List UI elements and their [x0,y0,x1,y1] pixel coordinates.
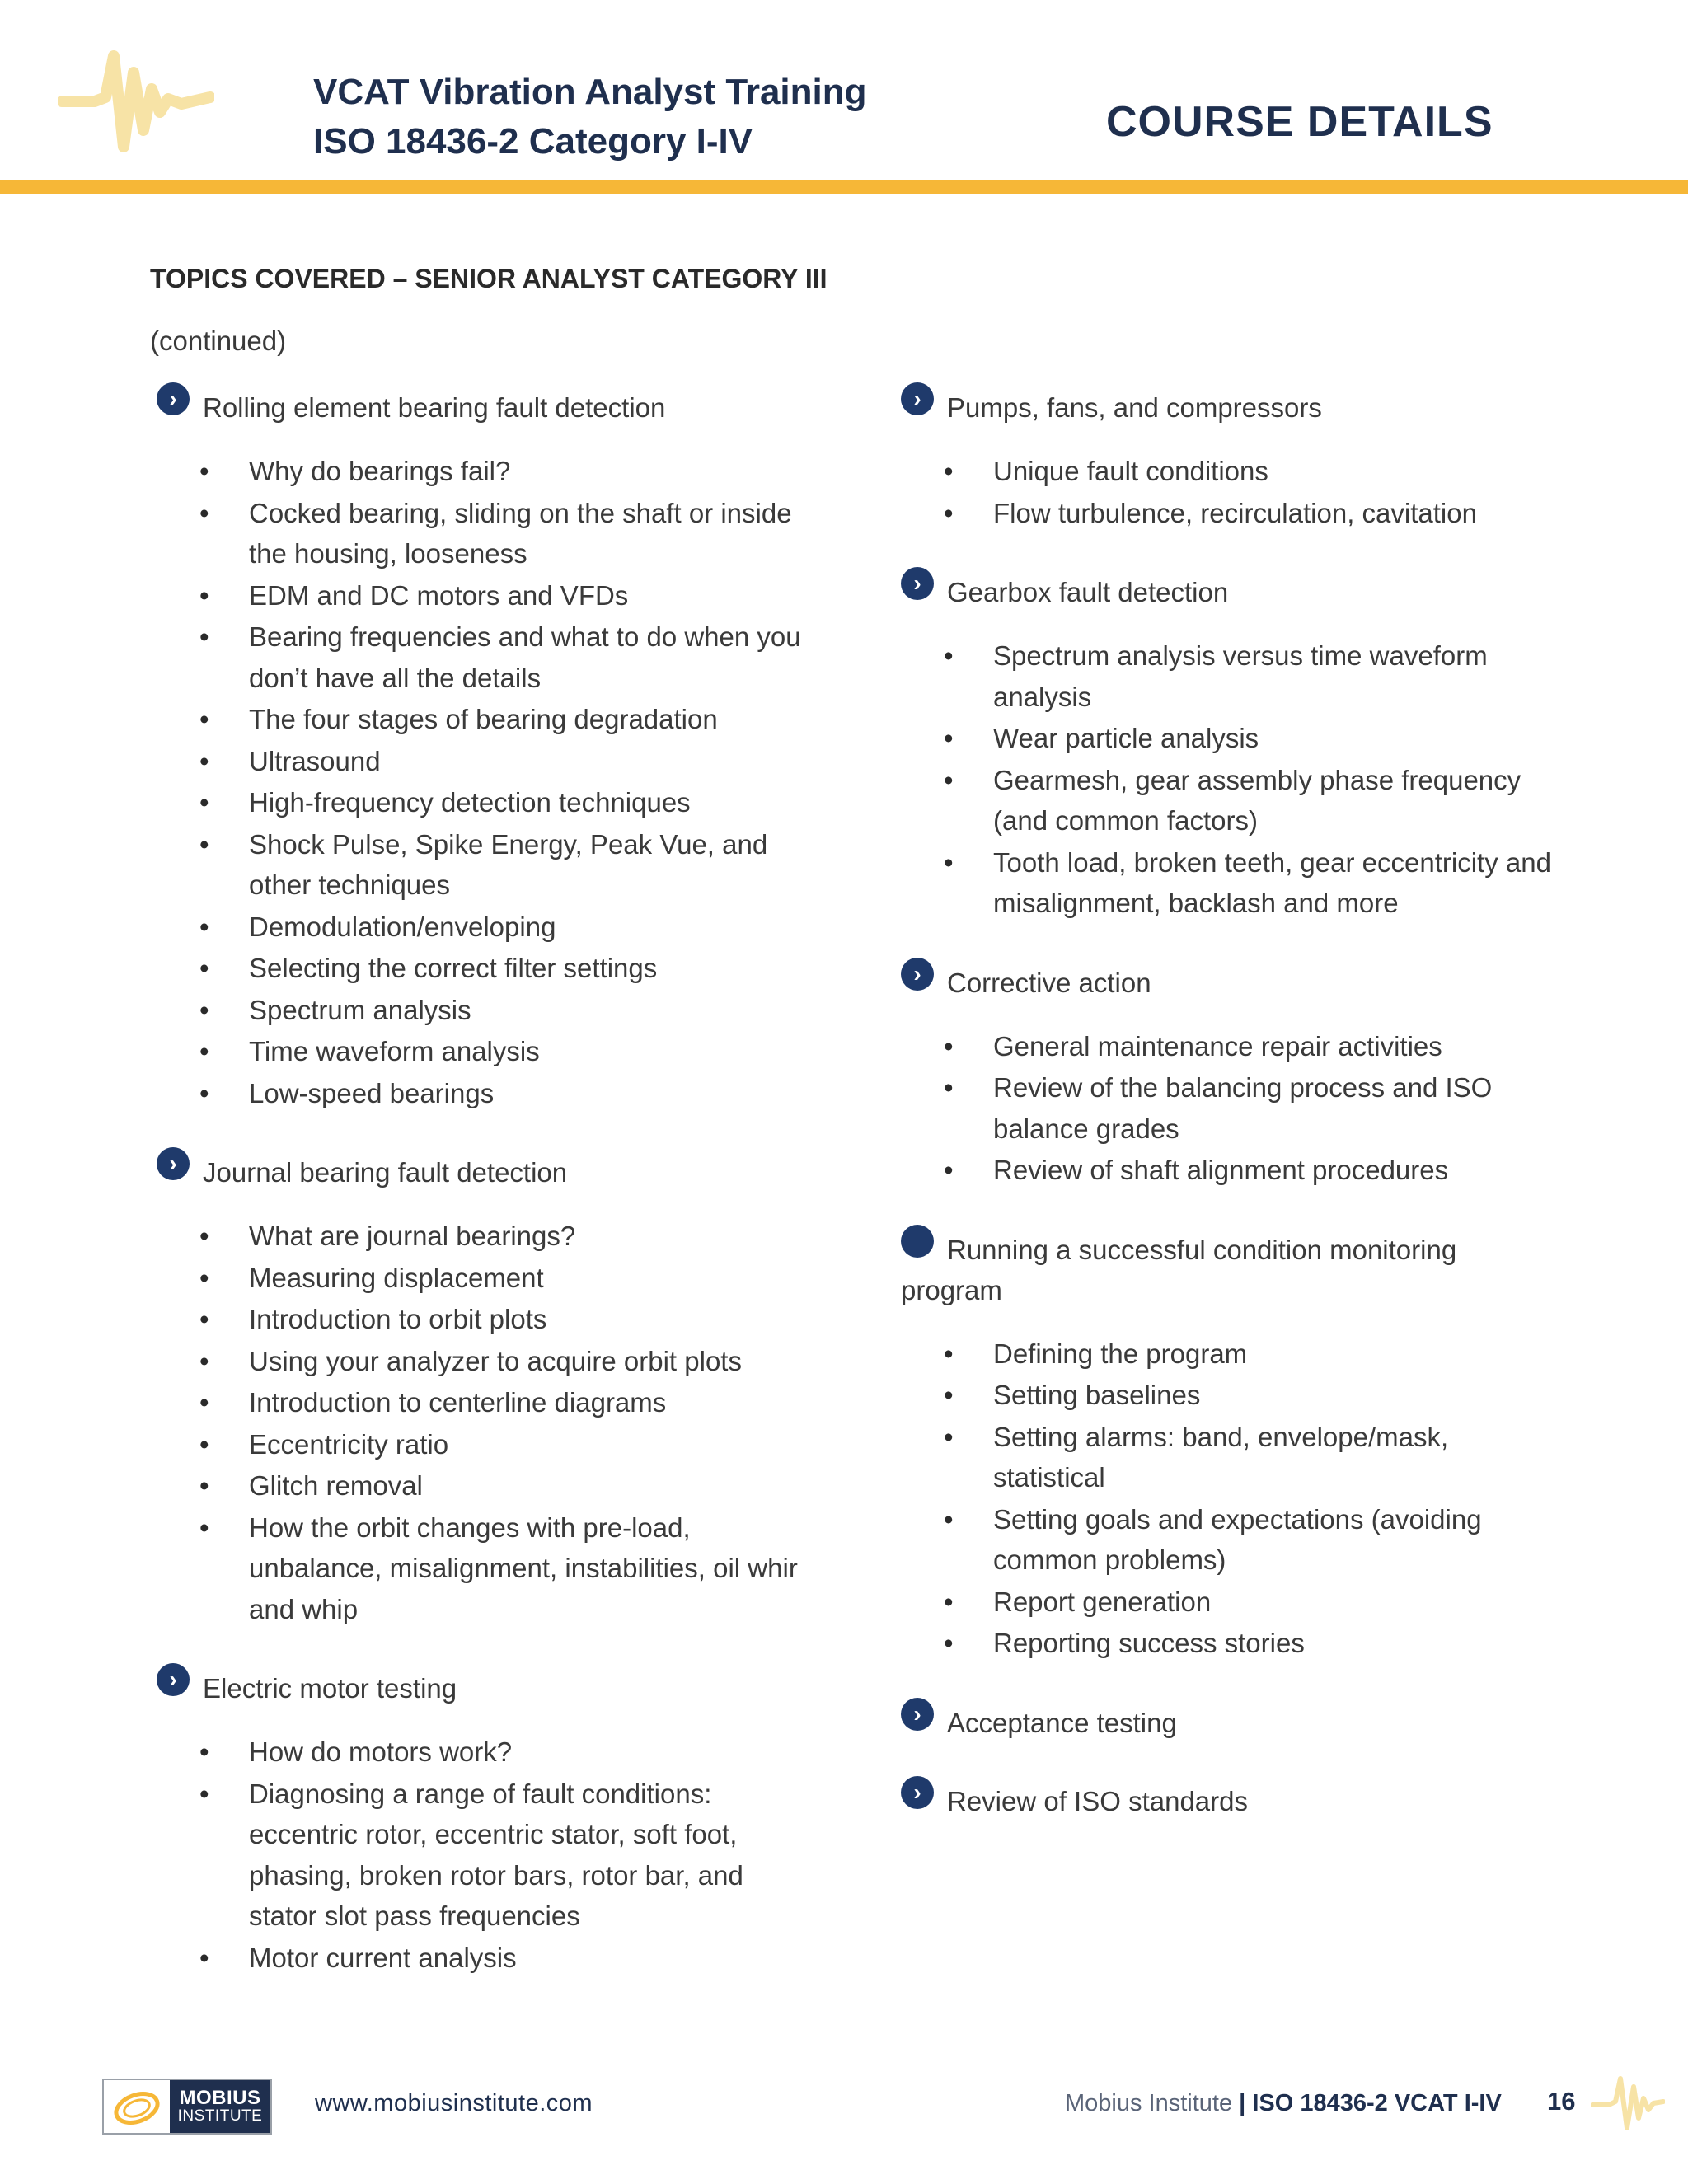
list-item: • Review of the balancing process and ISO balance grades [993,1067,1560,1149]
topic-heading [157,387,816,428]
list-item: • Bearing frequencies and what to do when you don’t have all the details [249,616,816,698]
topic-block [157,1668,816,1978]
topic-heading [157,1668,816,1708]
list-item: • Glitch removal [249,1465,816,1507]
section-title: TOPICS COVERED – SENIOR ANALYST CATEGORY III [150,264,828,293]
topic-heading [901,387,1560,428]
header-divider [0,180,1688,194]
list-item: • Review of shaft alignment procedures [993,1150,1560,1191]
website-link[interactable]: www.mobiusinstitute.com [315,2090,593,2116]
list-item: • Reporting success stories [993,1623,1560,1664]
list-item: • Introduction to orbit plots [249,1299,816,1340]
topic-item-list [901,635,1560,924]
topic-heading-text: Pumps, fans, and compressors [947,392,1322,423]
footer-course: ISO 18436-2 VCAT I-IV [1252,2090,1502,2116]
list-item: • Introduction to centerline diagrams [249,1382,816,1423]
right-column [901,387,1560,1821]
list-item: • Time waveform analysis [249,1031,816,1072]
logo-line1: MOBIUS [179,2087,261,2109]
topic-gap [901,925,1560,963]
chevron-right-icon: › [157,1147,190,1180]
mobius-logo [102,2079,272,2135]
chevron-right-icon: › [157,1663,190,1696]
list-item: • How do motors work? [249,1732,816,1773]
logo-line2: INSTITUTE [177,2107,263,2125]
mobius-ring-icon [104,2080,170,2133]
topic-heading [901,1227,1560,1310]
topic-heading [157,1152,816,1193]
topic-item-list [157,451,816,1113]
chevron-right-icon: › [901,958,934,991]
list-item: • Eccentricity ratio [249,1424,816,1465]
course-title-line1: VCAT Vibration Analyst Training [313,72,867,112]
topic-item-list [901,1026,1560,1191]
list-item: • Flow turbulence, recirculation, cavitation [993,493,1560,534]
list-item: • Measuring displacement [249,1258,816,1299]
list-item: • General maintenance repair activities [993,1026,1560,1067]
list-item: • How the orbit changes with pre-load, unbalance, misalignment, instabilities, oil whir and whip [249,1507,816,1630]
list-item: • What are journal bearings? [249,1216,816,1257]
section-subtitle: (continued) [150,326,287,356]
topic-heading-text: Running a successful condition monitoring program [901,1234,1457,1305]
list-item: • Selecting the correct filter settings [249,948,816,989]
topic-heading-text: Electric motor testing [203,1673,457,1704]
chevron-right-icon: › [901,567,934,600]
topic-item-list [901,1333,1560,1664]
topic-heading-text: Journal bearing fault detection [203,1157,568,1188]
topic-heading [901,960,1560,1003]
list-item: • Wear particle analysis [993,718,1560,759]
topic-block [157,387,816,1113]
chevron-right-icon: › [157,382,190,415]
footer-org: Mobius Institute [1065,2090,1233,2116]
list-item: • Gearmesh, gear assembly phase frequency (and common factors) [993,760,1560,841]
list-item: • Setting baselines [993,1375,1560,1416]
topic-heading [901,1700,1560,1743]
topic-block [157,1152,816,1629]
chevron-right-icon: › [901,1698,934,1731]
list-item: • Spectrum analysis versus time waveform analysis [993,635,1560,717]
left-column [157,387,816,1979]
vibration-wave-icon [58,40,214,155]
topic-gap [901,1192,1560,1230]
topic-item-list [157,1216,816,1629]
page-header [0,0,1688,194]
list-item: • Diagnosing a range of fault conditions: eccentric rotor, eccentric stator, soft foot, phasing, broken rotor bars, rotor bar, and stator slot pass frequencies [249,1774,816,1937]
list-item: • Using your analyzer to acquire orbit plots [249,1341,816,1382]
topic-gap [157,1114,816,1152]
topic-block [901,572,1560,924]
list-item: • Unique fault conditions [993,451,1560,492]
topic-heading-text: Acceptance testing [947,1707,1177,1738]
topic-block [901,387,1560,533]
list-item: • Setting goals and expectations (avoiding common problems) [993,1499,1560,1581]
list-item: • EDM and DC motors and VFDs [249,575,816,616]
list-item: • Low-speed bearings [249,1073,816,1114]
list-item: • Demodulation/enveloping [249,907,816,948]
mobius-logo-text [170,2080,270,2133]
list-item: • Why do bearings fail? [249,451,816,492]
topic-block [901,1227,1560,1664]
topic-gap [901,1665,1560,1703]
chevron-right-icon: › [901,1225,934,1258]
course-title [313,68,867,166]
list-item: • Ultrasound [249,741,816,782]
list-item: • Motor current analysis [249,1938,816,1979]
page-footer [0,2060,1688,2159]
page-number: 16 [1547,2087,1576,2116]
list-item: • Report generation [993,1582,1560,1623]
topic-heading-text: Review of ISO standards [947,1785,1248,1816]
topic-block [901,1700,1560,1743]
topic-heading [901,572,1560,612]
topic-block [901,1781,1560,1821]
chevron-right-icon: › [901,382,934,415]
topic-gap [157,1630,816,1668]
topic-gap [901,1743,1560,1781]
topic-heading-text: Gearbox fault detection [947,577,1229,607]
list-item: • The four stages of bearing degradation [249,699,816,740]
topic-block [901,960,1560,1191]
topic-gap [901,534,1560,572]
list-item: • Cocked bearing, sliding on the shaft or inside the housing, looseness [249,493,816,574]
list-item: • Shock Pulse, Spike Energy, Peak Vue, and other techniques [249,824,816,906]
list-item: • Defining the program [993,1333,1560,1375]
topic-item-list [157,1732,816,1978]
list-item: • Setting alarms: band, envelope/mask, statistical [993,1417,1560,1498]
footer-separator: | [1232,2090,1253,2116]
vibration-wave-small-icon [1591,2069,1665,2135]
list-item: • Spectrum analysis [249,990,816,1031]
chevron-right-icon: › [901,1776,934,1809]
course-details-label: COURSE DETAILS [1106,98,1493,146]
topic-heading-text: Rolling element bearing fault detection [203,392,666,423]
topic-item-list [901,451,1560,533]
list-item: • High-frequency detection techniques [249,782,816,823]
topic-heading [901,1781,1560,1821]
list-item: • Tooth load, broken teeth, gear eccentricity and misalignment, backlash and more [993,842,1560,924]
footer-course-info [1065,2090,1502,2117]
topic-heading-text: Corrective action [947,967,1151,998]
course-title-line2: ISO 18436-2 Category I-IV [313,121,753,162]
